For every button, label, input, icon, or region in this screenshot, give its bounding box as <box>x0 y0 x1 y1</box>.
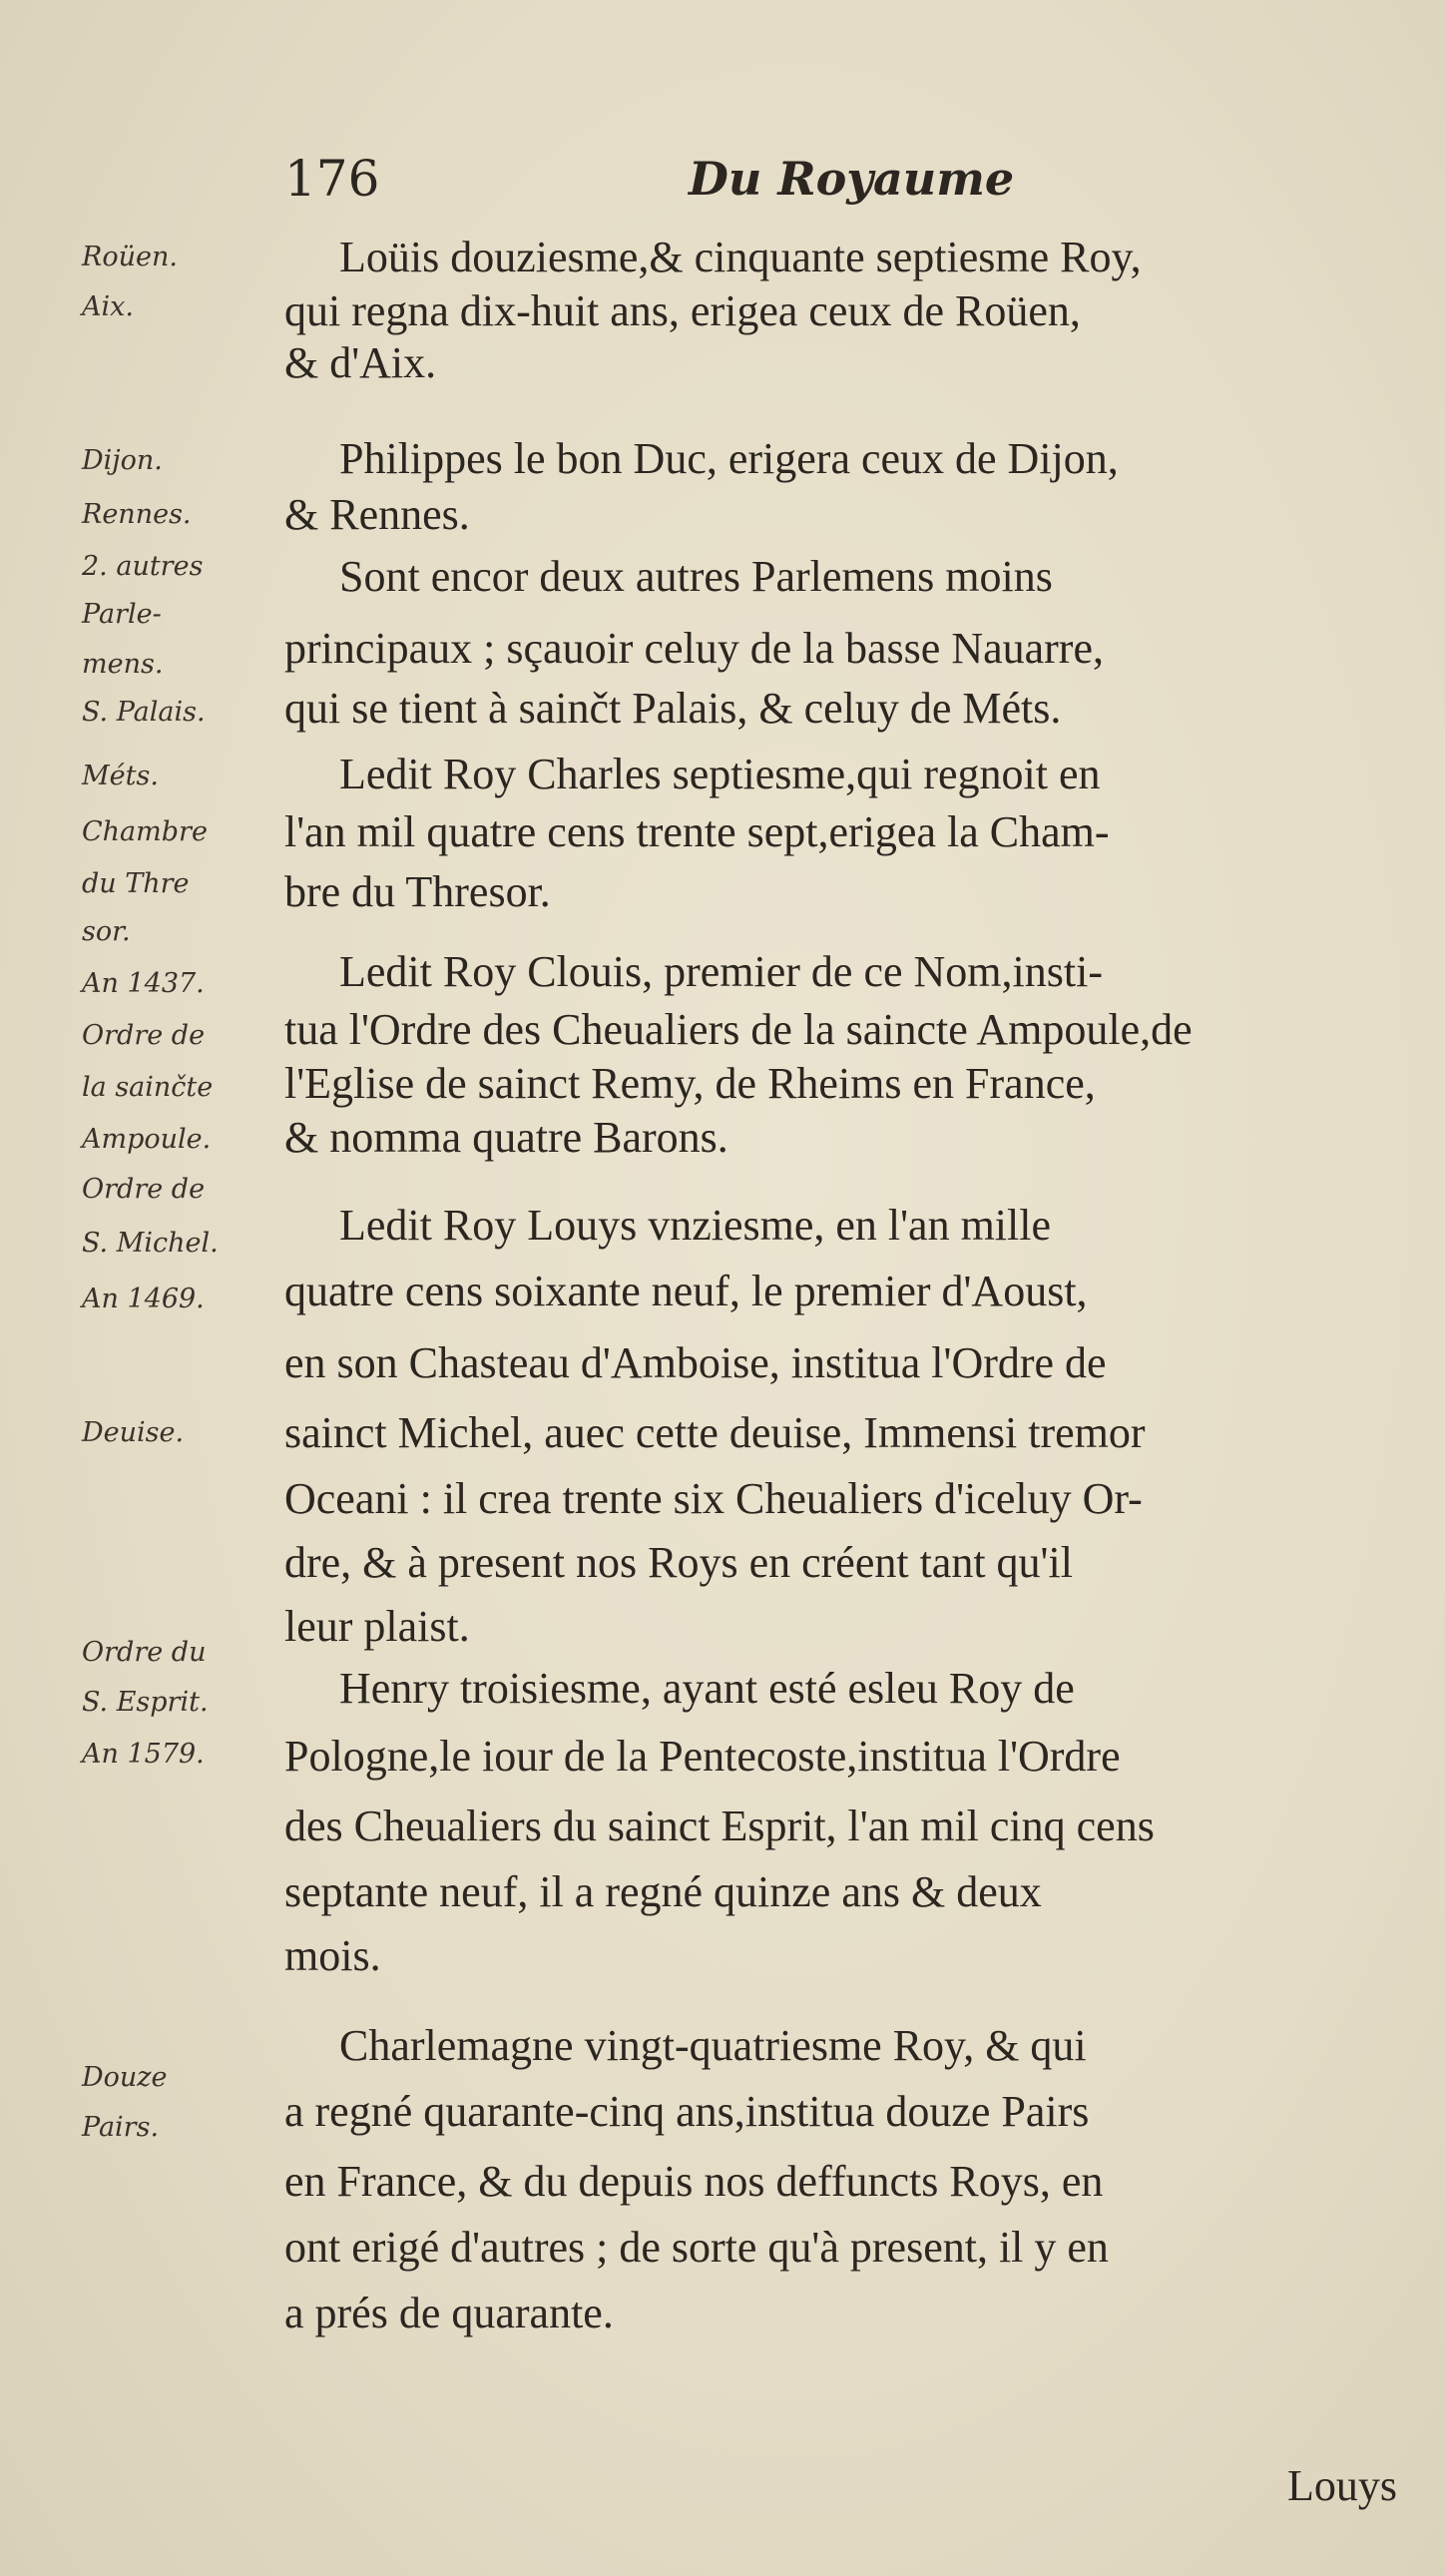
text-line: sainct Michel, auec cette deuise, Immensi tremor <box>284 1408 1146 1457</box>
text-line: qui se tient à sainčt Palais, & celuy de Méts. <box>284 684 1062 733</box>
text-line: a prés de quarante. <box>284 2289 614 2337</box>
margin-note: Dijon. <box>82 445 163 476</box>
margin-note: Roüen. <box>82 242 178 272</box>
margin-note: S. Palais. <box>82 697 206 728</box>
margin-note: S. Michel. <box>82 1228 219 1259</box>
page-header <box>0 150 1445 210</box>
text-line: des Cheualiers du sainct Esprit, l'an mil cinq cens <box>284 1802 1155 1850</box>
text-line: bre du Thresor. <box>284 867 551 916</box>
text-line: Ledit Roy Clouis, premier de ce Nom,insti- <box>339 947 1103 996</box>
margin-note: 2. autres <box>82 551 204 582</box>
text-line: Sont encor deux autres Parlemens moins <box>339 552 1053 601</box>
text-line: l'Eglise de sainct Remy, de Rheims en France, <box>284 1059 1096 1108</box>
margin-note: Ordre de <box>82 1174 206 1205</box>
text-line: quatre cens soixante neuf, le premier d'Aoust, <box>284 1267 1088 1315</box>
catchword: Louys <box>1287 2461 1397 2510</box>
text-line: qui regna dix-huit ans, erigea ceux de Roüen, <box>284 286 1081 335</box>
margin-note: Ordre de <box>82 1020 206 1051</box>
margin-note: An 1469. <box>82 1284 205 1314</box>
margin-note: Pairs. <box>82 2112 160 2143</box>
running-title: Du Royaume <box>689 152 1015 206</box>
text-line: ont erigé d'autres ; de sorte qu'à present, il y en <box>284 2223 1109 2272</box>
margin-note: Parle- <box>82 599 162 630</box>
text-line: principaux ; sçauoir celuy de la basse Nauarre, <box>284 624 1104 673</box>
text-line: Pologne,le iour de la Pentecoste,institua l'Ordre <box>284 1732 1121 1781</box>
text-line: Henry troisiesme, ayant esté esleu Roy de <box>339 1664 1075 1713</box>
text-line: Loüis douziesme,& cinquante septiesme Roy, <box>339 233 1142 281</box>
margin-note: Ampoule. <box>82 1124 212 1155</box>
page-number: 176 <box>284 150 380 208</box>
margin-note: Ordre du <box>82 1637 207 1668</box>
margin-note: Aix. <box>82 291 134 322</box>
text-line: a regné quarante-cinq ans,institua douze Pairs <box>284 2087 1090 2136</box>
margin-note: An 1437. <box>82 968 205 999</box>
text-line: en son Chasteau d'Amboise, institua l'Ordre de <box>284 1338 1107 1387</box>
margin-note: Douze <box>82 2062 168 2093</box>
margin-note: Rennes. <box>82 499 192 530</box>
text-line: l'an mil quatre cens trente sept,erigea la Cham- <box>284 807 1110 856</box>
text-line: en France, & du depuis nos deffuncts Roys, en <box>284 2157 1104 2206</box>
text-line: Charlemagne vingt-quatriesme Roy, & qui <box>339 2021 1087 2070</box>
margin-note: sor. <box>82 916 131 947</box>
text-line: mois. <box>284 1931 381 1980</box>
text-line: dre, & à present nos Roys en créent tant qu'il <box>284 1538 1073 1587</box>
text-line: & nomma quatre Barons. <box>284 1113 728 1162</box>
text-line: Ledit Roy Louys vnziesme, en l'an mille <box>339 1201 1052 1250</box>
margin-note: la sainčte <box>82 1072 214 1103</box>
margin-note: Chambre <box>82 816 208 847</box>
margin-note: Méts. <box>82 761 159 791</box>
margin-note: mens. <box>82 649 164 680</box>
text-line: & Rennes. <box>284 490 470 539</box>
text-line: tua l'Ordre des Cheualiers de la saincte Ampoule,de <box>284 1005 1193 1054</box>
text-line: & d'Aix. <box>284 338 437 387</box>
margin-note: An 1579. <box>82 1739 205 1770</box>
text-line: septante neuf, il a regné quinze ans & deux <box>284 1867 1042 1916</box>
margin-note: Deuise. <box>82 1417 185 1448</box>
text-line: Oceani : il crea trente six Cheualiers d'iceluy Or- <box>284 1474 1143 1523</box>
text-line: Philippes le bon Duc, erigera ceux de Dijon, <box>339 434 1119 483</box>
text-line: leur plaist. <box>284 1602 470 1651</box>
margin-note: du Thre <box>82 868 190 899</box>
text-line: Ledit Roy Charles septiesme,qui regnoit en <box>339 750 1101 798</box>
margin-note: S. Esprit. <box>82 1687 209 1718</box>
